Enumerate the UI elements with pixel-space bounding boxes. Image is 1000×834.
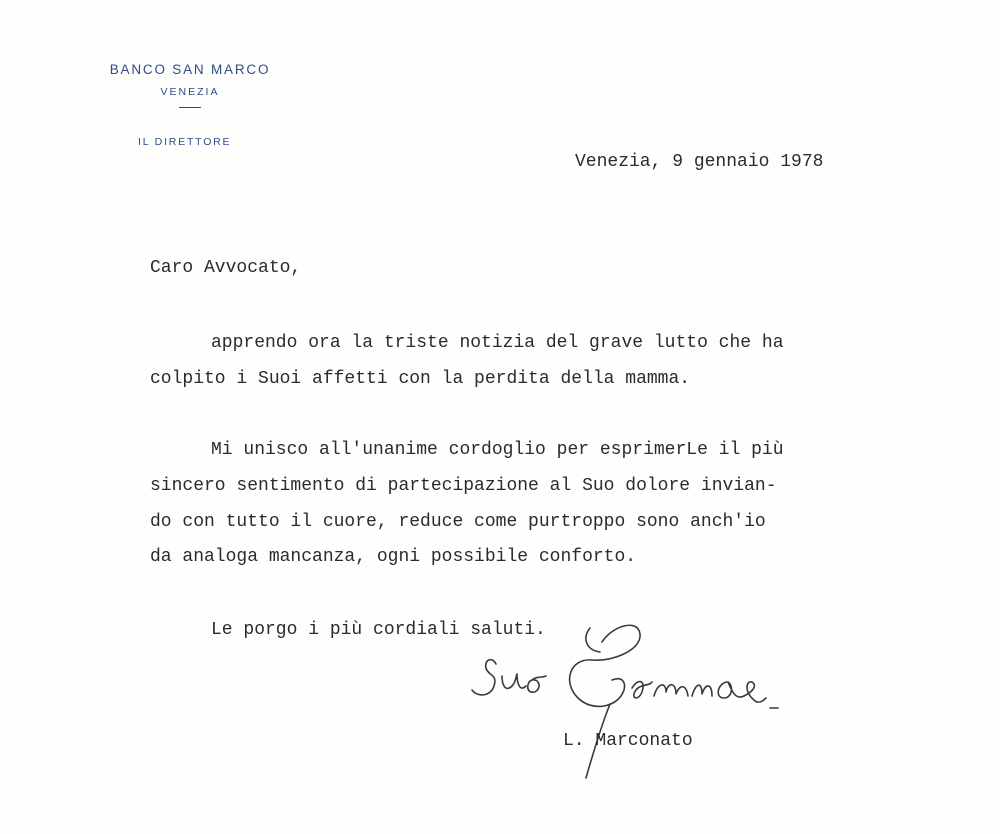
paragraph-2-line-2: sincero sentimento di partecipazione al Suo dolore invian-: [150, 476, 777, 496]
signature-stroke: [692, 685, 712, 696]
signature-stroke: [586, 628, 600, 652]
signature-stroke: [502, 674, 526, 688]
signature-stroke: [632, 682, 652, 698]
paragraph-1-line-2: colpito i Suoi affetti con la perdita della mamma.: [150, 369, 691, 389]
paragraph-2-line-1: Mi unisco all'unanime cordoglio per esprimerLe il più: [211, 440, 784, 460]
signature-stroke: [744, 682, 766, 702]
letterhead-divider: [179, 107, 201, 108]
signature-stroke: [528, 676, 546, 692]
paragraph-1-line-1: apprendo ora la triste notizia del grave lutto che ha: [211, 333, 784, 353]
handwritten-signature: [462, 612, 792, 782]
signatory-name: L. Marconato: [563, 731, 693, 751]
paragraph-2-line-3: do con tutto il cuore, reduce come purtroppo sono anch'io: [150, 512, 766, 532]
bank-city: VENEZIA: [160, 86, 220, 98]
letter-date: Venezia, 9 gennaio 1978: [575, 152, 824, 172]
signature-stroke: [718, 682, 744, 698]
bank-name: BANCO SAN MARCO: [109, 62, 271, 77]
letterhead-role: IL DIRETTORE: [138, 136, 232, 148]
paragraph-2-line-4: da analoga mancanza, ogni possibile conforto.: [150, 547, 637, 567]
signature-stroke: [472, 660, 496, 695]
letterhead: [80, 62, 300, 108]
signature-stroke: [654, 685, 688, 696]
signature-stroke: [570, 625, 641, 706]
letter-salutation: Caro Avvocato,: [150, 258, 302, 278]
letter-closing: Le porgo i più cordiali saluti.: [211, 620, 546, 640]
